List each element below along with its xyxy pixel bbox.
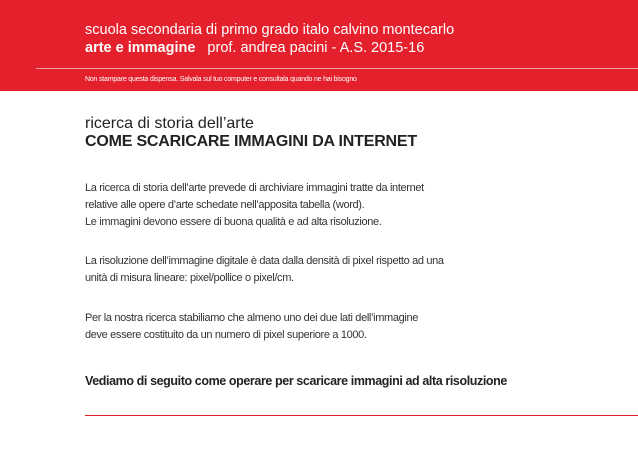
paragraph-line: La ricerca di storia dell’arte prevede di archiviare immagini tratte da internet (85, 182, 424, 194)
course-name: arte e immagine (85, 40, 196, 56)
closing-statement: Vediamo di seguito come operare per scaricare immagini ad alta risoluzione (85, 374, 507, 388)
paragraph-line: unità di misura lineare: pixel/pollice o pixel/cm. (85, 272, 294, 284)
footer-divider (85, 415, 638, 416)
paragraph-archiving (85, 180, 605, 231)
paragraph-pixel-requirement (85, 310, 605, 344)
paragraph-line: relative alle opere d’arte schedate nell’apposita tabella (word). (85, 199, 365, 211)
paragraph-line: Le immagini devono essere di buona qualità e ad alta risoluzione. (85, 216, 382, 228)
section-label: ricerca di storia dell’arte (85, 115, 254, 132)
course-line (85, 39, 424, 57)
paragraph-resolution (85, 253, 605, 287)
document-title: COME SCARICARE IMMAGINI DA INTERNET (85, 133, 417, 150)
header-banner (0, 0, 638, 91)
print-notice: Non stampare questa dispensa. Salvala sul tuo computer e consultala quando ne hai bisogno (85, 76, 357, 83)
paragraph-line: deve essere costituito da un numero di pixel superiore a 1000. (85, 329, 367, 341)
paragraph-line: La risoluzione dell’immagine digitale è data dalla densità di pixel rispetto ad una (85, 255, 444, 267)
school-name: scuola secondaria di primo grado italo calvino montecarlo (85, 22, 455, 38)
paragraph-line: Per la nostra ricerca stabiliamo che almeno uno dei due lati dell’immagine (85, 312, 419, 324)
header-divider (36, 68, 638, 69)
teacher-info: prof. andrea pacini - A.S. 2015-16 (207, 40, 425, 56)
